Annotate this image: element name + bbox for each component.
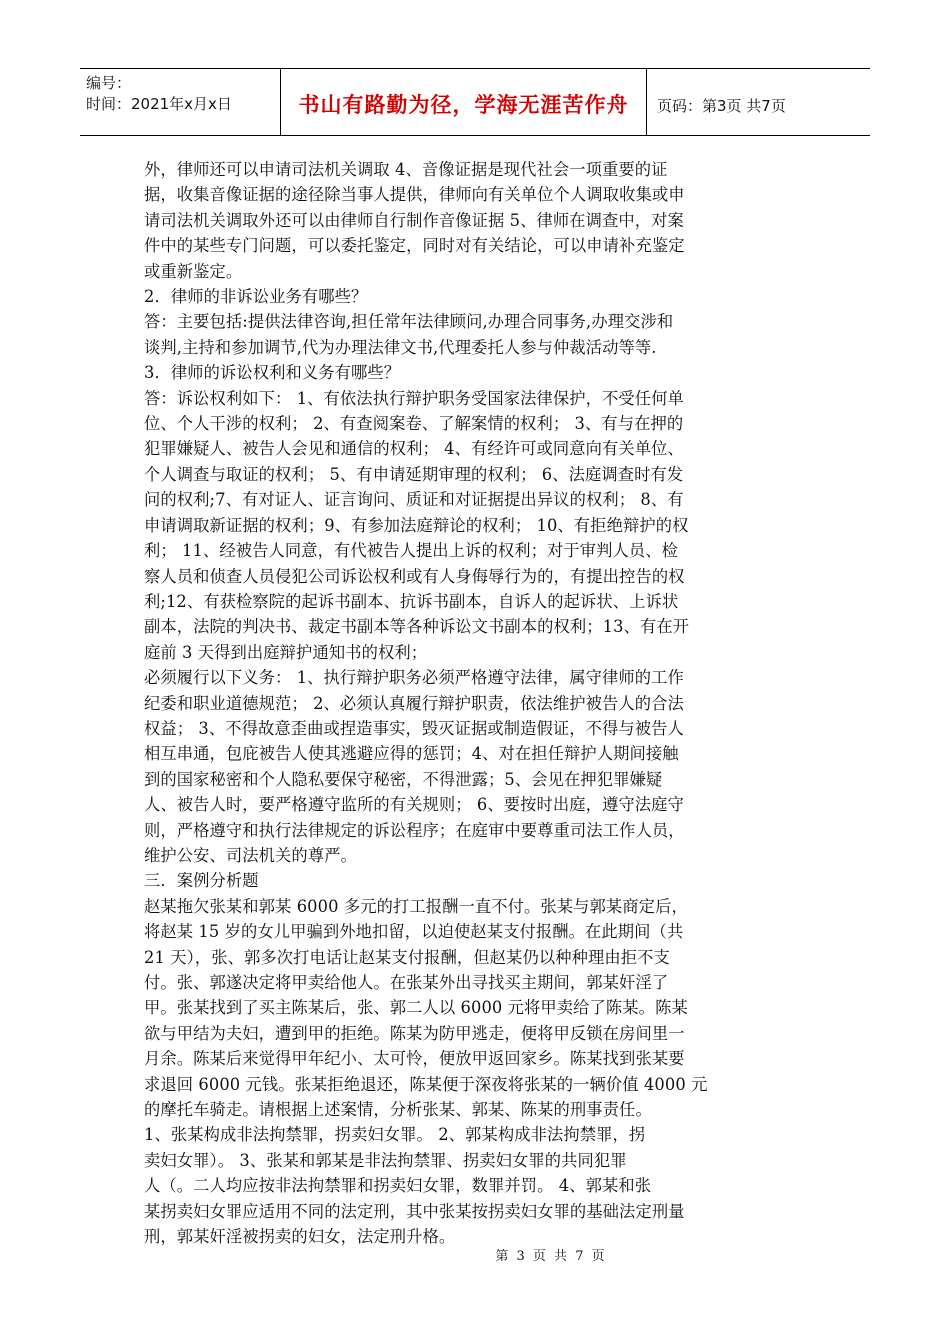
text-line: 件中的某些专门问题，可以委托鉴定，同时对有关结论，可以申请补充鉴定 (144, 236, 685, 256)
text-line: 的摩托车骑走。请根据上述案情，分析张某、郭某、陈某的刑事责任。 (144, 1100, 652, 1120)
text-line: 1、张某构成非法拘禁罪，拐卖妇女罪。 2、郭某构成非法拘禁罪，拐 (144, 1125, 646, 1145)
motto: 书山有路勤为径，学海无涯苦作舟 (298, 93, 629, 117)
text-line: 付。张、郭遂决定将甲卖给他人。在张某外出寻找买主期间，郭某奸淫了 (144, 973, 669, 992)
text-line: 欲与甲结为夫妇，遭到甲的拒绝。陈某为防甲逃走，便将甲反锁在房间里一 (144, 1023, 685, 1043)
header-left-cell (80, 69, 280, 135)
text-line: 庭前 3 天得到出庭辩护通知书的权利； (144, 642, 428, 662)
page-code: 页码：第3页 共7页 (657, 96, 786, 115)
text-line: 将赵某 15 岁的女儿甲骗到外地扣留，以迫使赵某支付报酬。在此期间（共 (144, 922, 684, 942)
text-line: 答：诉讼权利如下： 1、有依法执行辩护职务受国家法律保护，不受任何单 (144, 388, 684, 408)
text-line: 人（。二人均应按非法拘禁罪和拐卖妇女罪，数罪并罚。 4、郭某和张 (144, 1176, 652, 1196)
text-line: 赵某拖欠张某和郭某 6000 多元的打工报酬一直不付。张某与郭某商定后， (144, 896, 688, 916)
text-line: 利;12、有获检察院的起诉书副本、抗诉书副本，自诉人的起诉状、上诉状 (144, 591, 679, 611)
text-line: 维护公安、司法机关的尊严。 (144, 845, 357, 865)
text-line: 21 天），张、郭多次打电话让赵某支付报酬，但赵某仍以种种理由拒不支 (144, 947, 670, 967)
text-line: 位、个人干涉的权利； 2、有查阅案卷、了解案情的权利； 3、有与在押的 (144, 414, 684, 434)
text-line: 月余。陈某后来觉得甲年纪小、太可怜，便放甲返回家乡。陈某找到张某要 (144, 1049, 685, 1069)
text-line: 申请调取新证据的权利；9、有参加法庭辩论的权利； 10、有拒绝辩护的权 (144, 515, 689, 535)
text-line: 必须履行以下义务： 1、执行辩护职务必须严格遵守法律，属守律师的工作 (144, 668, 684, 688)
text-line: 权益； 3、不得故意歪曲或捏造事实，毁灭证据或制造假证，不得与被告人 (144, 718, 684, 738)
text-line: 察人员和侦查人员侵犯公司诉讼权利或有人身侮辱行为的，有提出控告的权 (144, 566, 685, 586)
text-line: 或重新鉴定。 (144, 261, 243, 281)
header-right-cell (647, 69, 870, 135)
text-line: 某拐卖妇女罪应适用不同的法定刑，其中张某按拐卖妇女罪的基础法定刑量 (144, 1201, 685, 1221)
text-line: 问的权利;7、有对证人、证言询问、质证和对证据提出异议的权利； 8、有 (144, 490, 684, 510)
footer-page-number: 第 3 页 共 7 页 (495, 1249, 605, 1264)
text-line: 外，律师还可以申请司法机关调取 4、音像证据是现代社会一项重要的证 (144, 160, 668, 179)
text-line: 2．律师的非诉讼业务有哪些？ (144, 287, 368, 307)
text-line: 三．案例分析题 (144, 871, 259, 891)
text-line: 个人调查与取证的权利； 5、有申请延期审理的权利； 6、法庭调查时有发 (144, 464, 684, 484)
text-line: 甲。张某找到了买主陈某后，张、郭二人以 6000 元将甲卖给了陈某。陈某 (144, 998, 688, 1018)
text-line: 3．律师的诉讼权利和义务有哪些？ (144, 363, 401, 383)
page-footer (0, 1245, 950, 1264)
text-line: 犯罪嫌疑人、被告人会见和通信的权利； 4、有经许可或同意向有关单位、 (144, 439, 684, 459)
text-line: 相互串通，包庇被告人使其逃避应得的惩罚；4、对在担任辩护人期间接触 (144, 744, 679, 764)
text-line: 到的国家秘密和个人隐私要保守秘密，不得泄露；5、会见在押犯罪嫌疑 (144, 769, 663, 789)
header-motto-cell (280, 69, 647, 135)
number-label: 编号： (86, 74, 132, 92)
text-line: 则，严格遵守和执行法律规定的诉讼程序；在庭审中要尊重司法工作人员， (144, 820, 685, 840)
text-line: 求退回 6000 元钱。张某拒绝退还，陈某便于深夜将张某的一辆价值 4000 元 (144, 1074, 708, 1094)
text-line: 卖妇女罪）。 3、张某和郭某是非法拘禁罪、拐卖妇女罪的共同犯罪 (144, 1150, 627, 1170)
text-line: 谈判,主持和参加调节,代为办理法律文书,代理委托人参与仲裁活动等等. (144, 337, 657, 357)
page-header (80, 68, 870, 136)
time-label: 时间：2021年x月x日 (86, 95, 232, 113)
text-line: 据，收集音像证据的途径除当事人提供，律师向有关单位个人调取收集或申 (144, 185, 685, 205)
text-line: 答：主要包括:提供法律咨询,担任常年法律顾问,办理合同事务,办理交涉和 (144, 312, 674, 332)
text-line: 请司法机关调取外还可以由律师自行制作音像证据 5、律师在调查中，对案 (144, 210, 684, 230)
text-line: 人、被告人时，要严格遵守监所的有关规则； 6、要按时出庭，遵守法庭守 (144, 795, 684, 815)
text-line: 纪委和职业道德规范； 2、必须认真履行辩护职责，依法维护被告人的合法 (144, 693, 684, 713)
text-line: 副本，法院的判决书、裁定书副本等各种诉讼文书副本的权利；13、有在开 (144, 617, 690, 637)
document-body (144, 157, 784, 1249)
text-line: 利； 11、经被告人同意，有代被告人提出上诉的权利；对于审判人员、检 (144, 541, 679, 561)
text-line: 刑，郭某奸淫被拐卖的妇女，法定刑升格。 (144, 1227, 456, 1247)
